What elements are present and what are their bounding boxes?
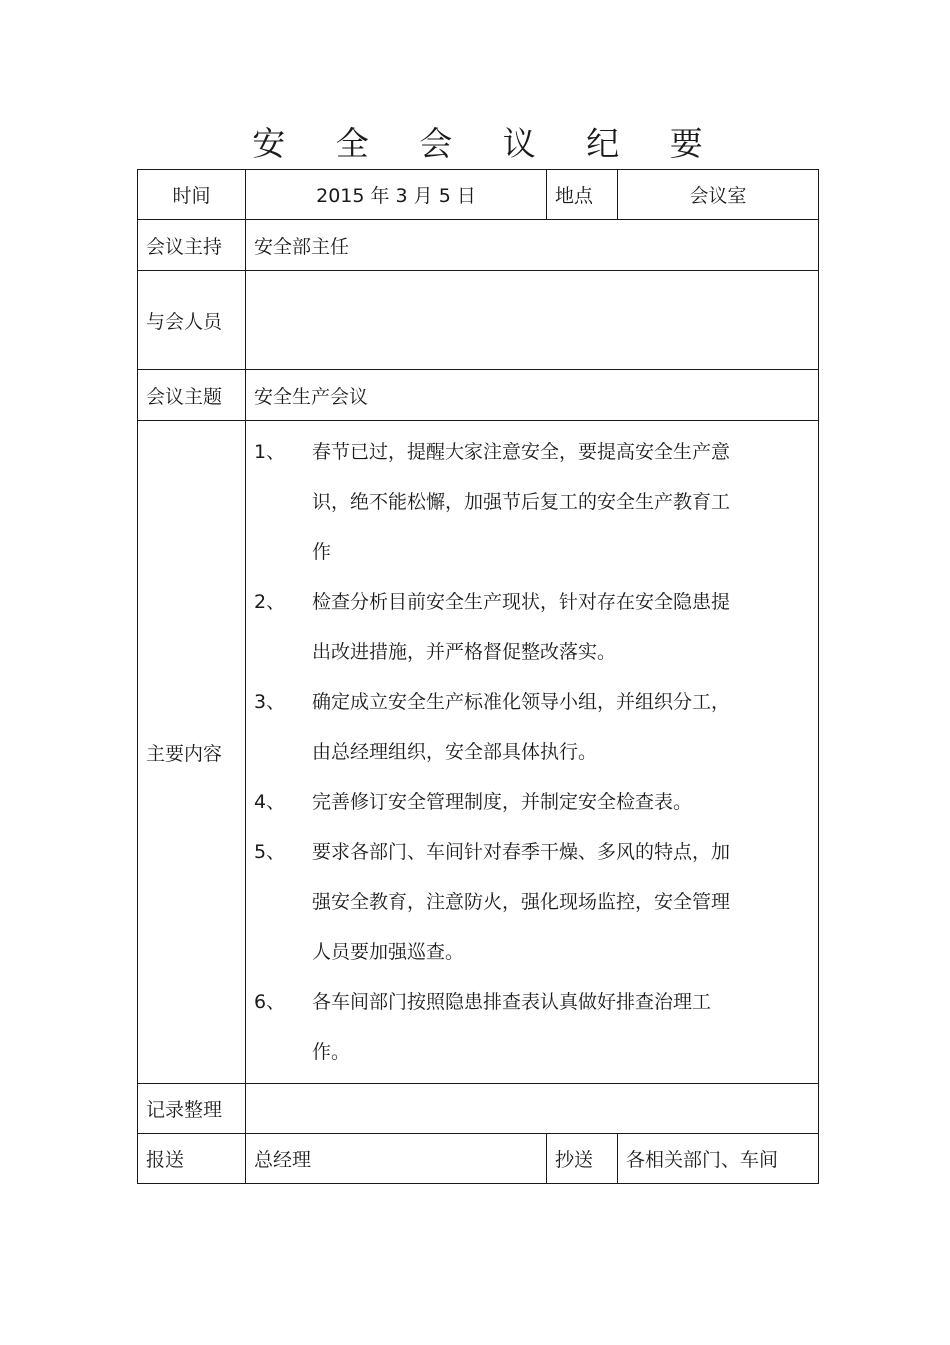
content-item-text [312, 677, 772, 777]
document-title: 安 全 会 议 纪 要 [252, 124, 723, 163]
content-item-number: 2、 [254, 591, 286, 613]
cc-label: 抄送 [547, 1134, 618, 1184]
recorder-value [246, 1084, 819, 1134]
content-item-line: 人员要加强巡查。 [312, 941, 465, 963]
content-item [254, 977, 810, 1077]
report-value: 总经理 [246, 1134, 547, 1184]
recorder-label: 记录整理 [138, 1084, 246, 1134]
content-item-text [312, 427, 772, 577]
content-item-line: 各车间部门按照隐患排查表认真做好排查治理工 [312, 991, 712, 1013]
content-item-line: 作 [312, 541, 332, 563]
location-label: 地点 [547, 170, 618, 220]
content-item-number: 4、 [254, 791, 286, 813]
time-value: 2015 年 3 月 5 日 [246, 170, 547, 220]
content-item-text [312, 977, 772, 1077]
content-item-number: 1、 [254, 441, 286, 463]
location-value: 会议室 [618, 170, 819, 220]
content-item-number: 5、 [254, 841, 286, 863]
row-time [138, 170, 819, 220]
attendees-value [246, 271, 819, 370]
content-item-text [312, 577, 772, 677]
topic-value: 安全生产会议 [246, 370, 819, 421]
row-content [138, 421, 819, 1084]
content-item-text [312, 827, 772, 977]
row-recorder [138, 1084, 819, 1134]
content-item-line: 检查分析目前安全生产现状，针对存在安全隐患提 [312, 591, 731, 613]
report-label: 报送 [138, 1134, 246, 1184]
content-item-line: 识，绝不能松懈，加强节后复工的安全生产教育工 [312, 491, 731, 513]
time-label: 时间 [138, 170, 246, 220]
attendees-label: 与会人员 [138, 271, 246, 370]
row-topic [138, 370, 819, 421]
content-item [254, 827, 810, 977]
content-item-line: 确定成立安全生产标准化领导小组，并组织分工， [312, 691, 731, 713]
content-item-line: 由总经理组织，安全部具体执行。 [312, 741, 598, 763]
row-host [138, 220, 819, 271]
cc-value: 各相关部门、车间 [618, 1134, 819, 1184]
host-value: 安全部主任 [246, 220, 819, 271]
topic-label: 会议主题 [138, 370, 246, 421]
content-item [254, 677, 810, 777]
content-cell [246, 421, 819, 1084]
content-item-line: 春节已过，提醒大家注意安全，要提高安全生产意 [312, 441, 731, 463]
minutes-table [137, 169, 819, 1184]
content-item [254, 427, 810, 577]
content-item-number: 6、 [254, 991, 286, 1013]
content-item-text [312, 777, 772, 827]
content-item [254, 577, 810, 677]
content-list [254, 421, 810, 1083]
content-item-line: 要求各部门、车间针对春季干燥、多风的特点，加 [312, 841, 731, 863]
row-attendees [138, 271, 819, 370]
content-item-number: 3、 [254, 691, 286, 713]
host-label: 会议主持 [138, 220, 246, 271]
content-item-line: 作。 [312, 1041, 351, 1063]
content-item-line: 完善修订安全管理制度，并制定安全检查表。 [312, 791, 693, 813]
content-item-line: 出改进措施，并严格督促整改落实。 [312, 641, 617, 663]
row-report [138, 1134, 819, 1184]
content-item-line: 强安全教育，注意防火，强化现场监控，安全管理 [312, 891, 731, 913]
content-label: 主要内容 [138, 421, 246, 1084]
content-item [254, 777, 810, 827]
